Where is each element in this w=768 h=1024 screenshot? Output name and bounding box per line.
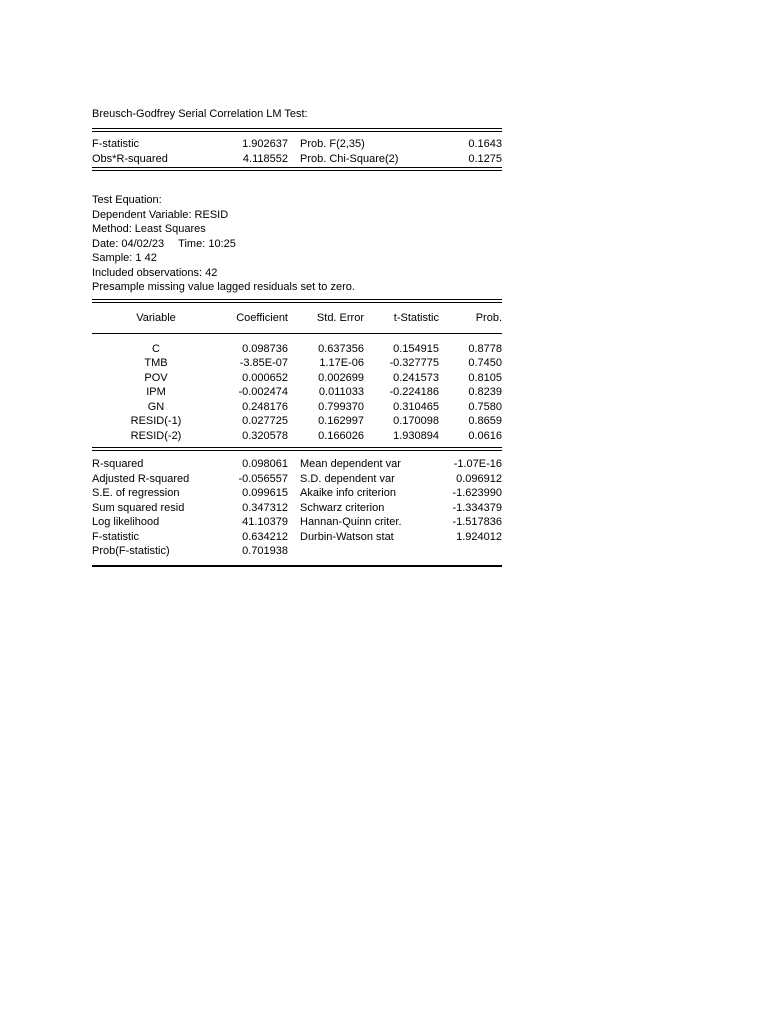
table-row	[92, 530, 502, 545]
info-line: Test Equation:	[92, 194, 162, 206]
info-line: Dependent Variable: RESID	[92, 208, 229, 221]
prob-value: 0.8239	[468, 386, 502, 398]
lm-test-row	[92, 152, 502, 167]
std-error-value: 0.799370	[318, 400, 364, 413]
std-error-value: 1.17E-06	[319, 357, 364, 369]
stat-value: 1.902637	[242, 138, 288, 150]
lm-test-row	[92, 137, 502, 152]
prob-value: 0.1643	[468, 138, 502, 150]
std-error-value: 0.637356	[318, 342, 364, 355]
std-error-value: 0.166026	[318, 429, 364, 442]
table-row	[92, 472, 502, 487]
time-label: Time: 10:25	[178, 237, 236, 250]
coefficient-header	[92, 303, 502, 333]
stat-value: -1.07E-16	[453, 458, 502, 470]
divider	[92, 565, 502, 567]
stat-value: -1.623990	[452, 487, 502, 499]
prob-value: 0.7450	[468, 357, 502, 369]
table-row	[92, 457, 502, 472]
info-line: Included observations: 42	[92, 266, 218, 279]
stat-value: 0.099615	[242, 487, 288, 499]
table-row	[92, 486, 502, 501]
coefficient-value: 0.248176	[242, 400, 288, 413]
col-header: t-Statistic	[393, 311, 439, 324]
stat-label: Hannan-Quinn criter.	[300, 516, 402, 528]
table-row	[92, 429, 502, 444]
test-title: Breusch-Godfrey Serial Correlation LM Test:	[92, 108, 308, 120]
table-row	[92, 515, 502, 530]
stat-label: Log likelihood	[92, 516, 160, 528]
stat-value: 41.10379	[242, 516, 288, 528]
stat-value: 0.096912	[456, 472, 502, 485]
coefficient-value: 0.320578	[242, 429, 288, 442]
stat-label: Obs*R-squared	[92, 152, 168, 165]
date-label: Date: 04/02/23	[92, 237, 165, 250]
t-statistic-value: -0.224186	[389, 386, 439, 398]
coefficient-value: -3.85E-07	[239, 357, 288, 369]
date-time-line	[92, 237, 502, 252]
col-header: Std. Error	[316, 311, 364, 324]
t-statistic-value: 0.241573	[393, 371, 439, 384]
stat-value: -1.517836	[452, 516, 502, 528]
table-row	[92, 385, 502, 400]
col-header: Prob.	[475, 311, 502, 324]
col-header: Variable	[136, 311, 176, 324]
variable-name: IPM	[146, 386, 166, 398]
coefficient-value: 0.098736	[242, 342, 288, 355]
lm-test-table	[92, 137, 502, 166]
stat-value: 1.924012	[456, 530, 502, 543]
prob-value: 0.7580	[468, 400, 502, 413]
coefficient-table	[92, 342, 502, 444]
variable-name: TMB	[144, 357, 168, 369]
variable-name: POV	[144, 371, 168, 384]
stat-label: Prob(F-statistic)	[92, 545, 170, 557]
col-header: Coefficient	[236, 311, 288, 324]
stat-value: -0.056557	[238, 472, 288, 485]
info-line: Sample: 1 42	[92, 252, 157, 264]
prob-value: 0.8105	[468, 371, 502, 384]
stat-label: Mean dependent var	[300, 458, 401, 470]
table-row	[92, 414, 502, 429]
stat-label: F-statistic	[92, 138, 140, 150]
prob-label: Prob. F(2,35)	[300, 138, 365, 150]
prob-value: 0.1275	[468, 152, 502, 165]
stat-value: -1.334379	[452, 501, 502, 514]
equation-info	[92, 193, 502, 295]
info-line: Presample missing value lagged residuals set to zero.	[92, 281, 355, 293]
stat-label: Akaike info criterion	[300, 487, 396, 499]
summary-statistics-table	[92, 457, 502, 559]
table-row	[92, 501, 502, 516]
std-error-value: 0.002699	[318, 371, 364, 384]
coefficient-value: 0.027725	[242, 415, 288, 427]
stat-value: 0.701938	[242, 545, 288, 557]
stat-label: S.E. of regression	[92, 487, 180, 499]
variable-name: GN	[147, 400, 165, 413]
stat-value: 0.634212	[242, 530, 288, 543]
stat-label: Durbin-Watson stat	[300, 530, 394, 543]
table-row	[92, 400, 502, 415]
coefficient-value: 0.000652	[242, 371, 288, 384]
stat-label: Adjusted R-squared	[92, 472, 190, 485]
t-statistic-value: -0.327775	[389, 357, 439, 369]
stat-label: S.D. dependent var	[300, 472, 395, 485]
variable-name: C	[152, 342, 160, 355]
std-error-value: 0.011033	[318, 386, 364, 398]
table-row	[92, 356, 502, 371]
stat-label: F-statistic	[92, 530, 140, 543]
info-line: Method: Least Squares	[92, 223, 206, 235]
variable-name: RESID(-2)	[130, 429, 182, 442]
variable-name: RESID(-1)	[130, 415, 182, 427]
prob-label: Prob. Chi-Square(2)	[300, 152, 399, 165]
coefficient-value: -0.002474	[238, 386, 288, 398]
table-row	[92, 371, 502, 386]
stat-value: 0.347312	[242, 501, 288, 514]
stat-label: R-squared	[92, 458, 144, 470]
t-statistic-value: 0.310465	[393, 400, 439, 413]
stat-value: 4.118552	[242, 152, 288, 165]
stat-label: Schwarz criterion	[300, 501, 385, 514]
prob-value: 0.0616	[468, 429, 502, 442]
stat-label: Sum squared resid	[92, 501, 185, 514]
table-row	[92, 544, 502, 559]
prob-value: 0.8659	[468, 415, 502, 427]
prob-value: 0.8778	[468, 342, 502, 355]
t-statistic-value: 0.154915	[393, 342, 439, 355]
t-statistic-value: 1.930894	[393, 429, 439, 442]
t-statistic-value: 0.170098	[393, 415, 439, 427]
stat-value: 0.098061	[242, 458, 288, 470]
std-error-value: 0.162997	[318, 415, 364, 427]
regression-output	[92, 107, 502, 567]
table-row	[92, 342, 502, 357]
